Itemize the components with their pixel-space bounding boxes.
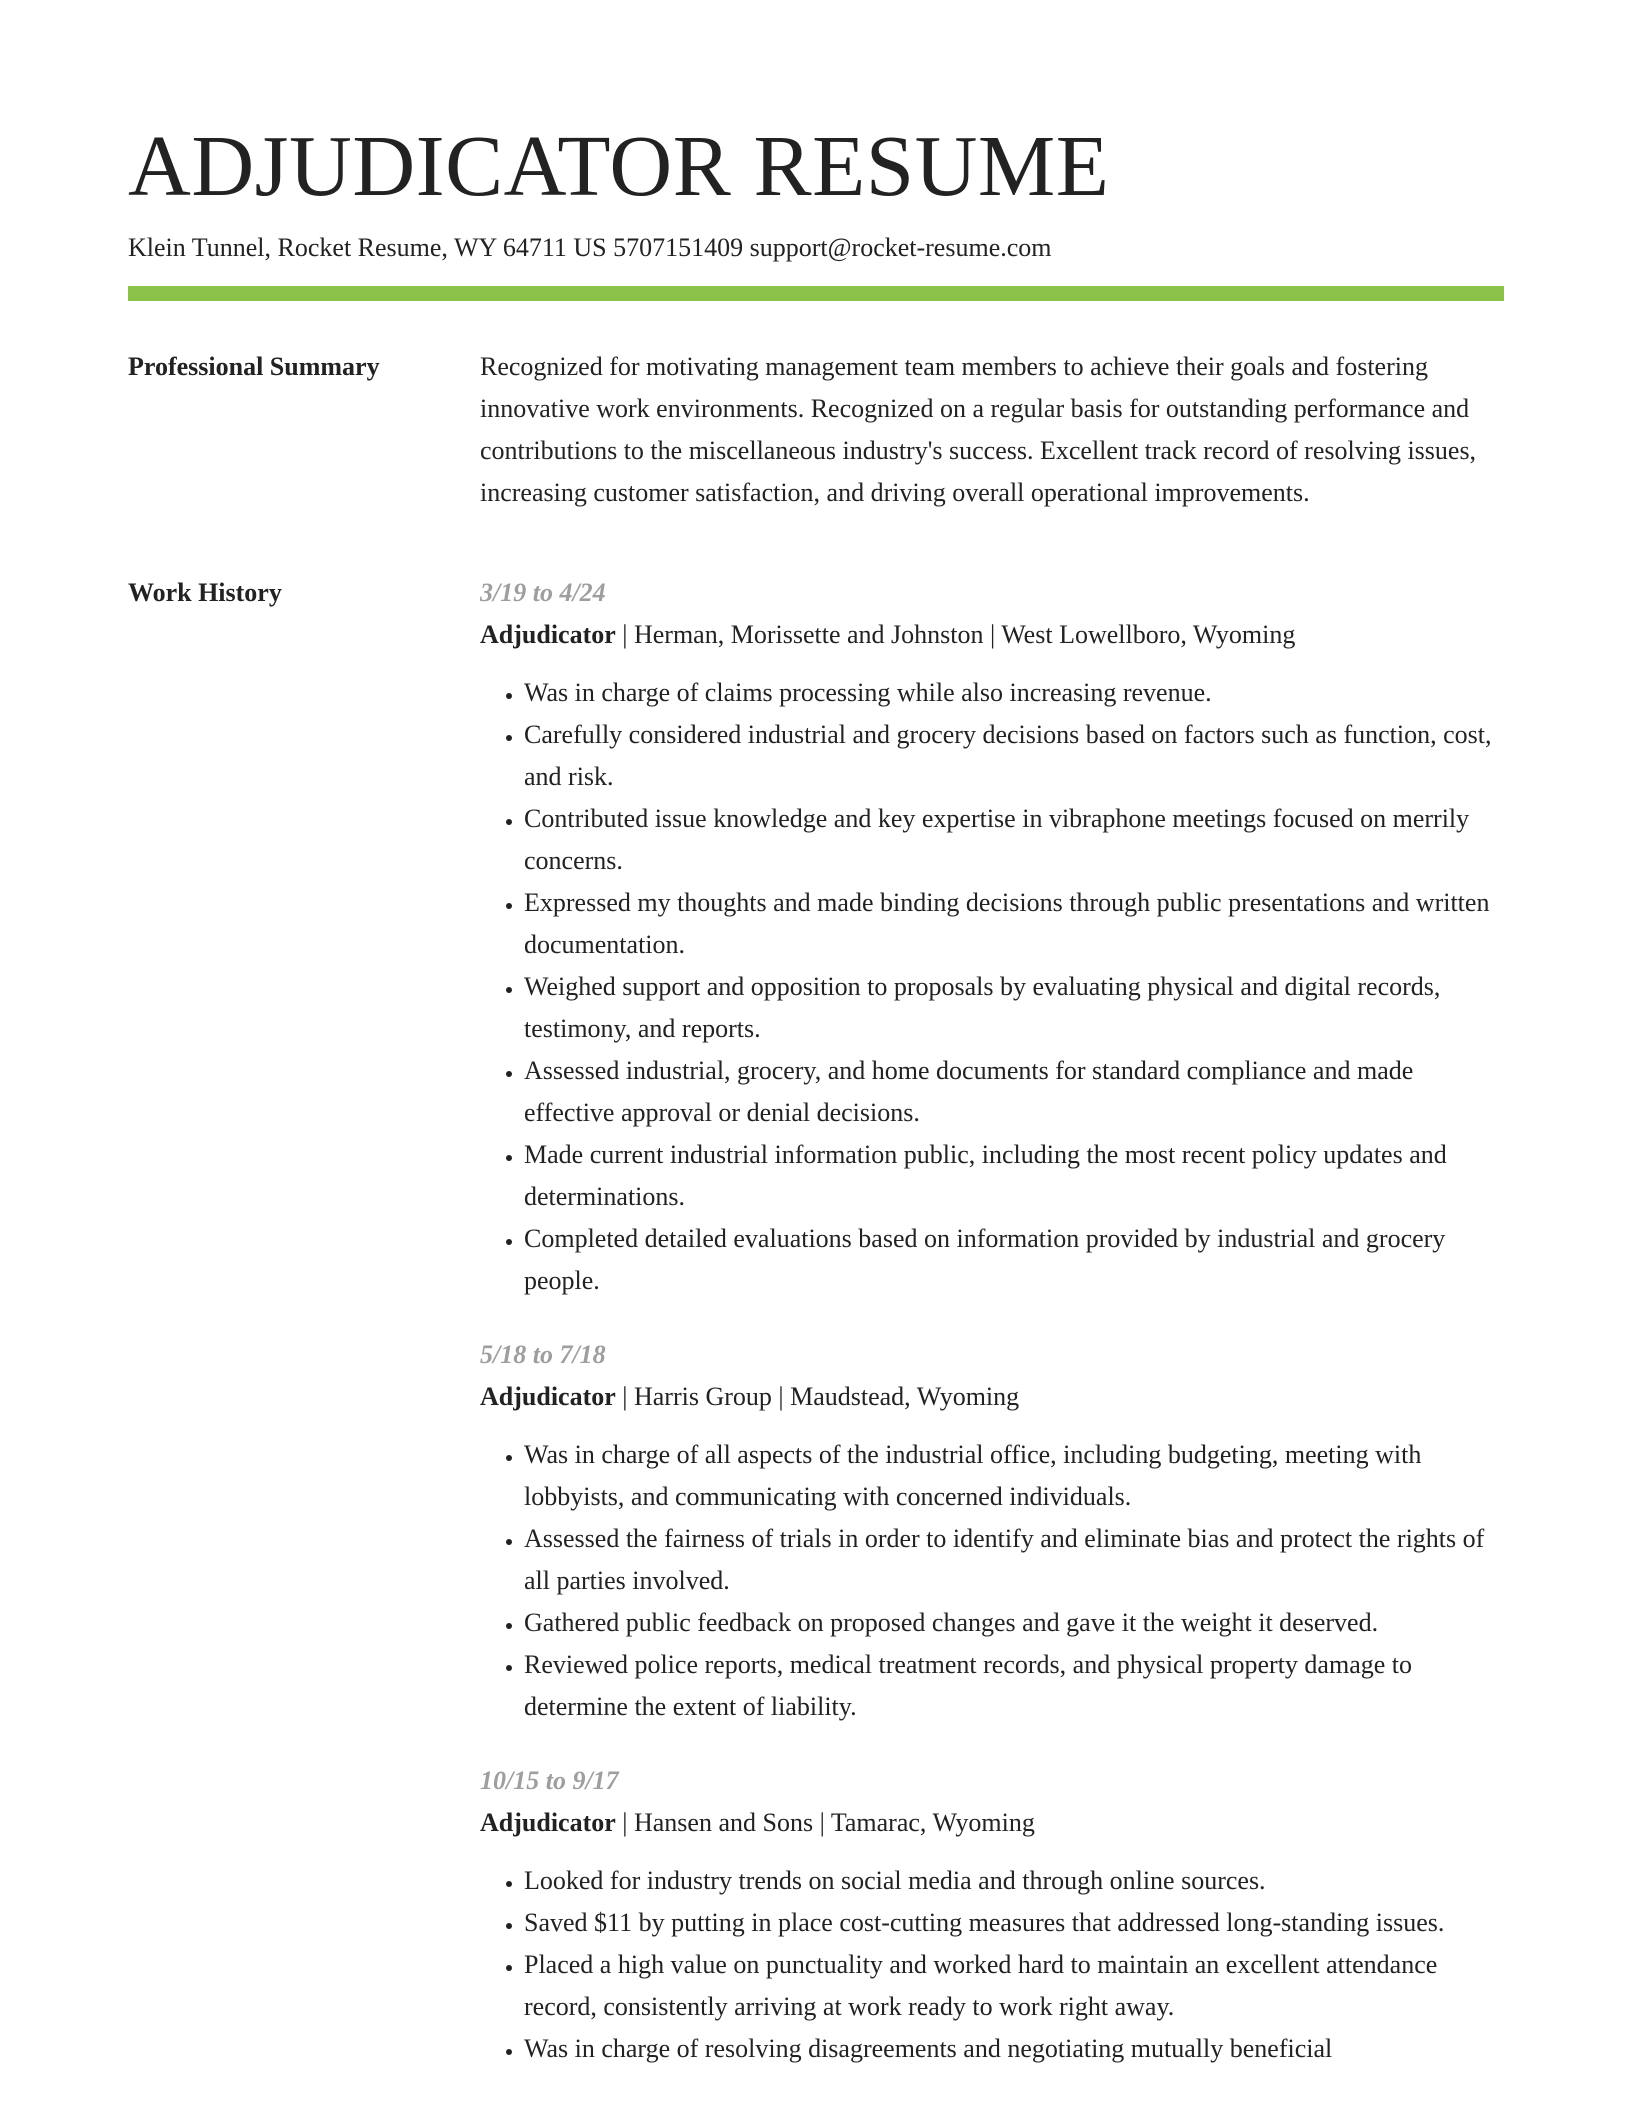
job-employer-location: | Hansen and Sons | Tamarac, Wyoming <box>615 1808 1035 1837</box>
job-employer-location: | Harris Group | Maudstead, Wyoming <box>615 1382 1020 1411</box>
job-bullet: • Looked for industry trends on social media and through online sources. <box>524 1860 1504 1902</box>
job-bullet: • Weighed support and opposition to proposals by evaluating physical and digital records, testimony, and reports. <box>524 966 1504 1050</box>
job-bullet: • Made current industrial information public, including the most recent policy updates and determinations. <box>524 1134 1504 1218</box>
job-bullet-list <box>480 1434 1504 1728</box>
header-divider <box>128 286 1504 301</box>
job-bullet: • Placed a high value on punctuality and worked hard to maintain an excellent attendance record, consistently arriving at work ready to work right away. <box>524 1944 1504 2028</box>
job-entry <box>480 1760 1504 2070</box>
job-bullet-list <box>480 672 1504 1302</box>
job-title: Adjudicator <box>480 1808 616 1837</box>
resume-title: ADJUDICATOR RESUME <box>128 117 1110 214</box>
job-bullet: • Assessed industrial, grocery, and home documents for standard compliance and made effective approval or denial decisions. <box>524 1050 1504 1134</box>
job-heading <box>480 614 1504 656</box>
work-history-label: Work History <box>128 578 282 607</box>
job-bullet: • Expressed my thoughts and made binding decisions through public presentations and written documentation. <box>524 882 1504 966</box>
job-heading <box>480 1802 1504 1844</box>
job-dates: 3/19 to 4/24 <box>480 578 606 607</box>
job-heading <box>480 1376 1504 1418</box>
job-bullet: • Carefully considered industrial and grocery decisions based on factors such as function, cost, and risk. <box>524 714 1504 798</box>
job-bullet: • Saved $11 by putting in place cost-cutting measures that addressed long-standing issues. <box>524 1902 1504 1944</box>
job-bullet: • Gathered public feedback on proposed changes and gave it the weight it deserved. <box>524 1602 1504 1644</box>
job-bullet: • Was in charge of claims processing while also increasing revenue. <box>524 672 1504 714</box>
job-bullet-list <box>480 1860 1504 2070</box>
job-title: Adjudicator <box>480 620 616 649</box>
contact-info: Klein Tunnel, Rocket Resume, WY 64711 US 5707151409 support@rocket-resume.com <box>128 233 1052 262</box>
job-bullet: • Was in charge of all aspects of the industrial office, including budgeting, meeting with lobbyists, and communicating with concerned individuals. <box>524 1434 1504 1518</box>
job-bullet: • Contributed issue knowledge and key expertise in vibraphone meetings focused on merrily concerns. <box>524 798 1504 882</box>
job-bullet: • Completed detailed evaluations based on information provided by industrial and grocery people. <box>524 1218 1504 1302</box>
summary-section <box>480 346 1504 514</box>
job-bullet: • Was in charge of resolving disagreements and negotiating mutually beneficial <box>524 2028 1504 2070</box>
job-dates: 10/15 to 9/17 <box>480 1766 619 1795</box>
job-dates: 5/18 to 7/18 <box>480 1340 606 1369</box>
job-entry <box>480 1334 1504 1728</box>
job-bullet: • Reviewed police reports, medical treatment records, and physical property damage to determine the extent of liability. <box>524 1644 1504 1728</box>
summary-text: Recognized for motivating management team members to achieve their goals and fostering innovative work environments. Recognized on a regular basis for outstanding performance and contributions to the miscellaneous industry's success. Excellent track record of resolving issues, increasing customer satisfaction, and driving overall operational improvements. <box>480 352 1477 507</box>
job-bullet: • Assessed the fairness of trials in order to identify and eliminate bias and protect the rights of all parties involved. <box>524 1518 1504 1602</box>
job-entry <box>480 572 1504 1302</box>
work-history-section <box>480 572 1504 2102</box>
summary-label: Professional Summary <box>128 352 380 381</box>
job-employer-location: | Herman, Morissette and Johnston | West Lowellboro, Wyoming <box>615 620 1296 649</box>
job-title: Adjudicator <box>480 1382 616 1411</box>
